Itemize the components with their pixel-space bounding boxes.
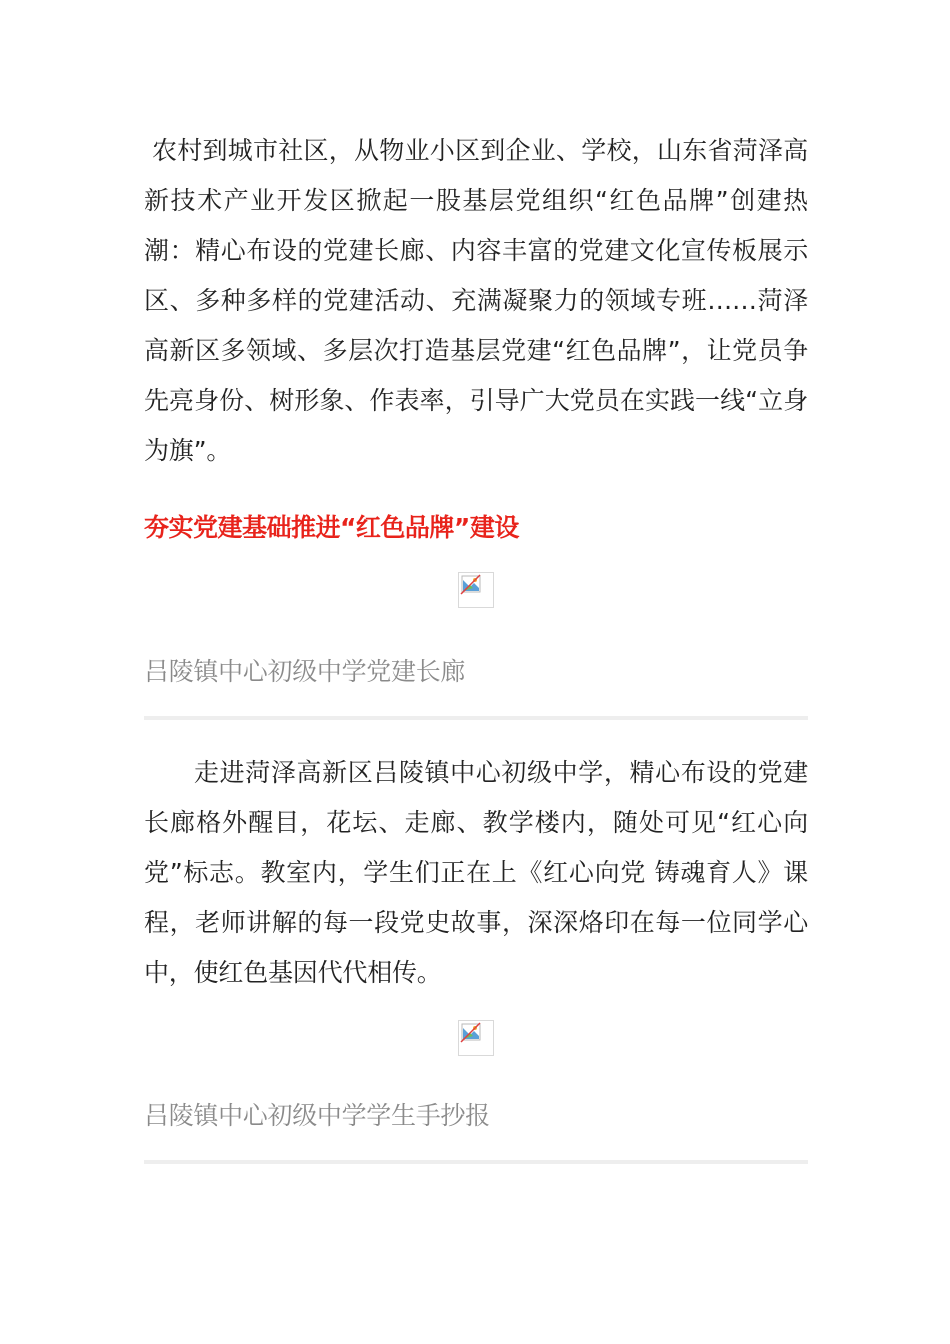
broken-image-icon: [458, 572, 494, 608]
image-figure-1: [144, 572, 808, 608]
image-figure-2: [144, 1020, 808, 1056]
article: [144, 126, 808, 1164]
paragraph-school: 走进菏泽高新区吕陵镇中心初级中学，精心布设的党建长廊格外醒目，花坛、走廊、教学楼内，随处可见“红心向党”标志。教室内，学生们正在上《红心向党 铸魂育人》课程，老师讲解的每一段党史故事，深深烙印在每一位同学心中，使红色基因代代相传。: [144, 758, 808, 987]
image-caption-2: 吕陵镇中心初级中学学生手抄报: [144, 1101, 490, 1130]
caption-divider-2: [144, 1160, 808, 1164]
broken-image-icon: [458, 1020, 494, 1056]
paragraph-intro: 农村到城市社区，从物业小区到企业、学校，山东省菏泽高新技术产业开发区掀起一股基层党组织“红色品牌”创建热潮：精心布设的党建长廊、内容丰富的党建文化宣传板展示区、多种多样的党建活动、充满凝聚力的领域专班……菏泽高新区多领域、多层次打造基层党建“红色品牌”，让党员争先亮身份、树形象、作表率，引导广大党员在实践一线“立身为旗”。: [144, 136, 808, 465]
section-heading: 夯实党建基础推进“红色品牌”建设: [144, 513, 519, 542]
image-caption-1: 吕陵镇中心初级中学党建长廊: [144, 657, 466, 686]
